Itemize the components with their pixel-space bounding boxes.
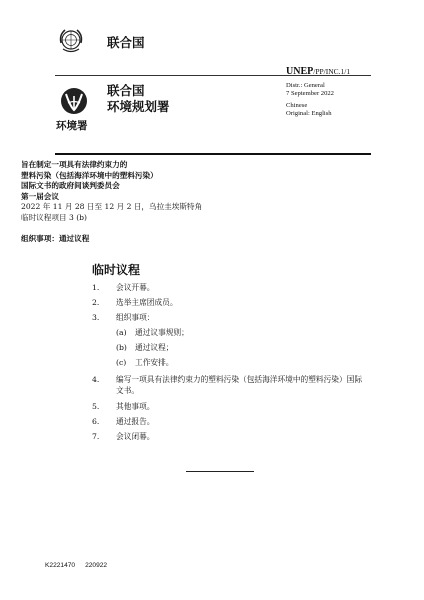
- item-heading: 组织事项：通过议程: [21, 234, 90, 243]
- section-rule: [55, 153, 371, 155]
- end-rule: [186, 471, 254, 472]
- document-symbol: UNEP/PP/INC.1/1: [286, 66, 351, 77]
- page-title: 临时议程: [92, 263, 141, 277]
- document-date: 7 September 2022: [286, 90, 334, 97]
- session-dates: 2022 年 11 月 28 日至 12 月 2 日，乌拉圭埃斯特角: [21, 202, 203, 212]
- unep-title: 联合国 环境规划署: [107, 83, 170, 114]
- session-name: 第一届会议: [21, 191, 59, 201]
- language: Chinese: [286, 102, 308, 109]
- distribution-label: Distr.: General: [286, 82, 325, 89]
- footer-job-number: K2221470 220922: [45, 562, 108, 569]
- unep-emblem-logo: [59, 86, 89, 116]
- un-name: 联合国: [107, 35, 145, 50]
- un-emblem-logo: [57, 27, 85, 55]
- agenda-reference: 临时议程项目 3 (b): [21, 212, 88, 222]
- unep-abbreviation: 环境署: [56, 120, 88, 132]
- committee-header: 旨在制定一项具有法律约束力的 塑料污染（包括海洋环境中的塑料污染） 国际文书的政府间谈判委员会 第一届会议 2022 年 11 月 28 日至 12 月 2 日，乌拉圭埃斯特角 临时议程项目 3 (b): [21, 160, 203, 222]
- original-language: Original: English: [286, 110, 332, 117]
